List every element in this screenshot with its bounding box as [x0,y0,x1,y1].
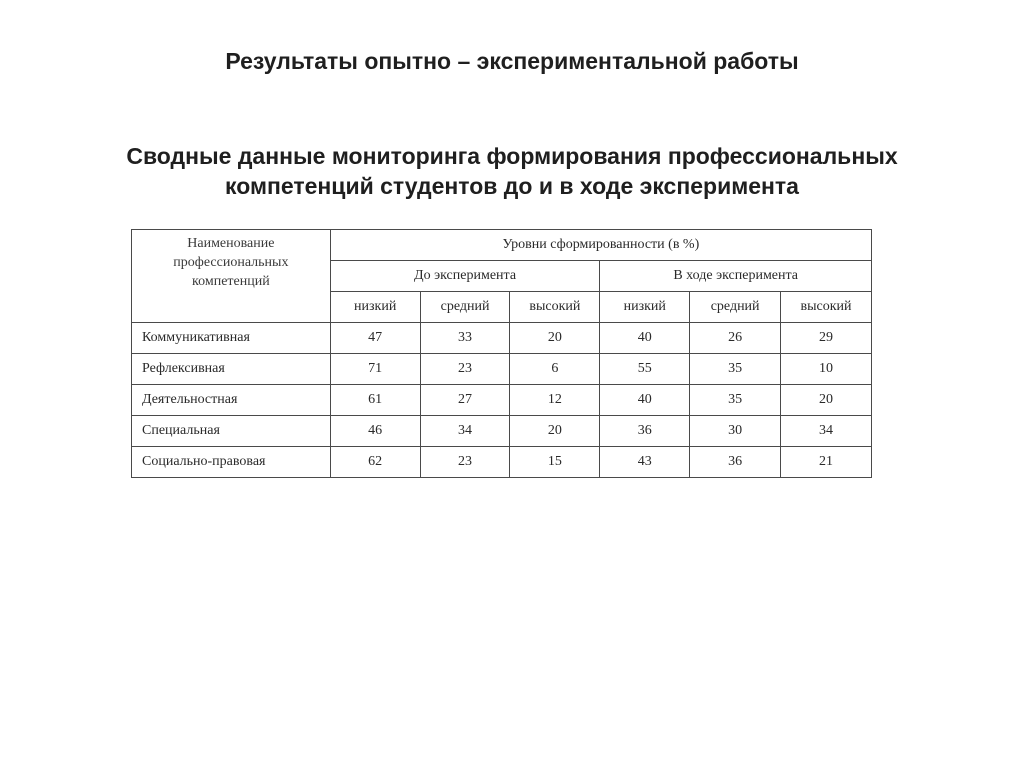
row-label: Специальная [132,416,331,447]
table-cell: 27 [420,385,510,416]
header-levels: Уровни сформированности (в %) [330,230,871,261]
table-cell: 20 [781,385,872,416]
table-row [132,385,872,416]
table-cell: 26 [690,323,781,354]
table-cell: 36 [690,447,781,478]
table-row [132,416,872,447]
table-cell: 40 [600,323,690,354]
table-cell: 20 [510,323,600,354]
table-cell: 20 [510,416,600,447]
competency-table [131,229,872,478]
header-level-medium: средний [690,292,781,323]
header-before-experiment: До эксперимента [330,261,600,292]
header-level-high: высокий [510,292,600,323]
table-cell: 15 [510,447,600,478]
table-cell: 46 [330,416,420,447]
table-cell: 71 [330,354,420,385]
caption-line-2: компетенций студентов до и в ходе эксперимента [225,173,799,199]
row-label: Социально-правовая [132,447,331,478]
table-cell: 6 [510,354,600,385]
table-cell: 35 [690,385,781,416]
table-cell: 10 [781,354,872,385]
row-label: Коммуникативная [132,323,331,354]
table-cell: 62 [330,447,420,478]
table-cell: 23 [420,354,510,385]
table-cell: 21 [781,447,872,478]
header-level-high: высокий [781,292,872,323]
table-row [132,323,872,354]
table-cell: 12 [510,385,600,416]
header-level-medium: средний [420,292,510,323]
row-label: Деятельностная [132,385,331,416]
table-cell: 36 [600,416,690,447]
table-cell: 43 [600,447,690,478]
header-level-low: низкий [600,292,690,323]
table-cell: 30 [690,416,781,447]
caption-line-1: Сводные данные мониторинга формирования профессиональных [126,143,898,169]
table-cell: 29 [781,323,872,354]
table-cell: 40 [600,385,690,416]
table-cell: 34 [781,416,872,447]
table-cell: 55 [600,354,690,385]
header-competency-name: Наименование профессиональных компетенций [132,230,331,323]
table-cell: 61 [330,385,420,416]
row-label: Рефлексивная [132,354,331,385]
table-caption [60,141,964,201]
table-row [132,354,872,385]
table-cell: 47 [330,323,420,354]
table-cell: 23 [420,447,510,478]
table-cell: 35 [690,354,781,385]
header-level-low: низкий [330,292,420,323]
table-row [132,447,872,478]
slide-title: Результаты опытно – экспериментальной работы [225,48,799,74]
header-during-experiment: В ходе эксперимента [600,261,872,292]
table-cell: 33 [420,323,510,354]
table-cell: 34 [420,416,510,447]
